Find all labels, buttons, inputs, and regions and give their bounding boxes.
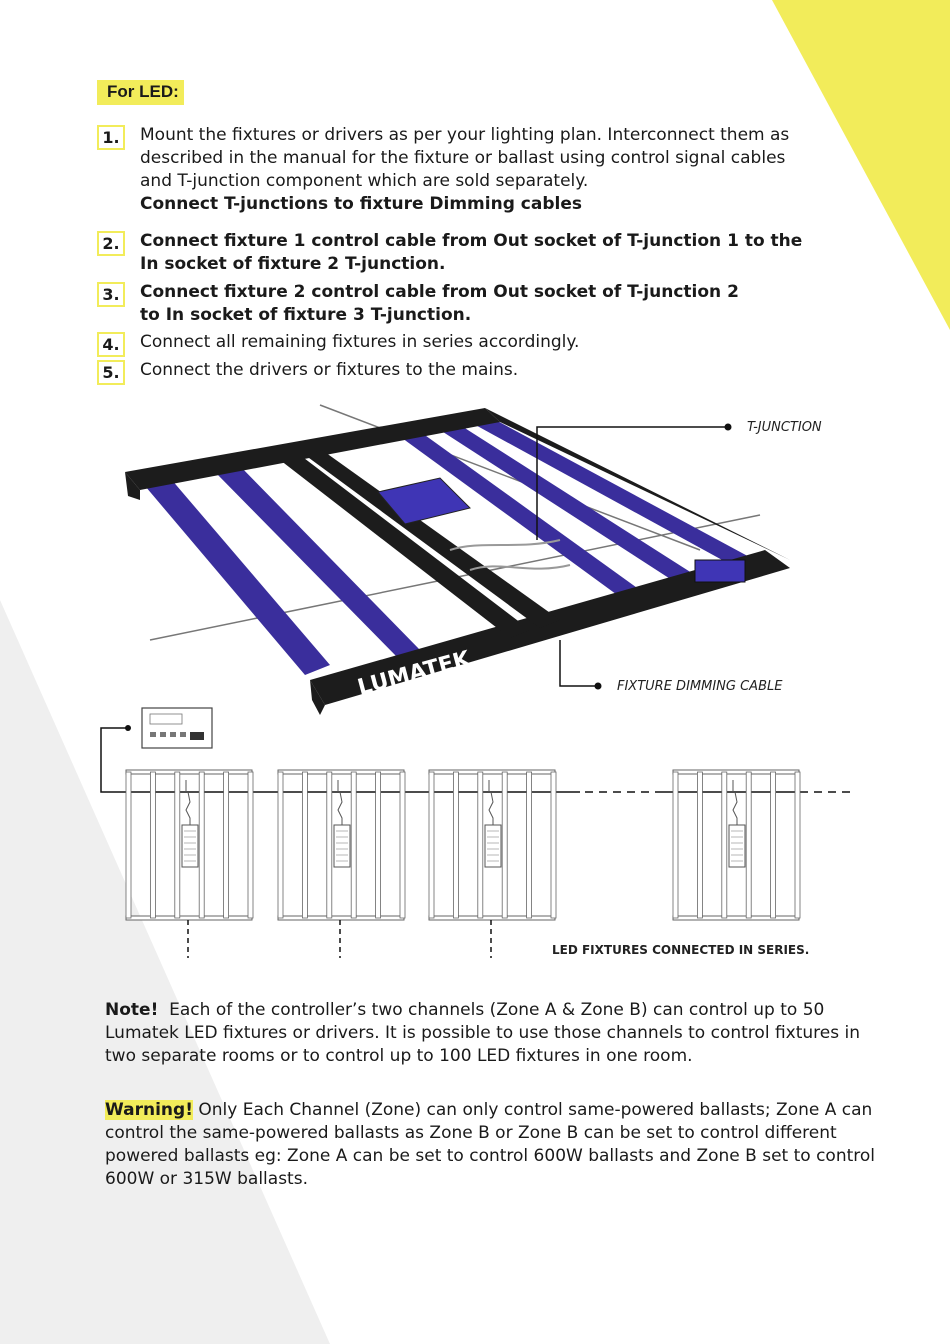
warning-text: Only Each Channel (Zone) can only control same-powered ballasts; Zone A can control the same-powered ballasts as Zone B or Zone B can be set to control different powered ballasts eg: Zone A can be set to control 600W ballasts and Zone B set to control 600W or 315W ballasts. [105, 1100, 875, 1189]
step-number: 5. [97, 360, 125, 385]
callout-dimming-cable: FIXTURE DIMMING CABLE [617, 679, 783, 694]
note-text: Each of the controller’s two channels (Zone A & Zone B) can control up to 50 Lumatek LED fixtures or drivers. It is possible to use those channels to control fixtures in two separate rooms or to control up to 100 LED fixtures in one room. [105, 1000, 860, 1066]
warning-label: Warning! [105, 1100, 193, 1120]
step-text: Connect fixture 2 control cable from Out socket of T-junction 2 to In socket of fixture 3 T-junction. [140, 282, 739, 325]
series-caption: LED FIXTURES CONNECTED IN SERIES. [552, 943, 810, 957]
step-text: Mount the fixtures or drivers as per your lighting plan. Interconnect them as described in the manual for the fixture or ballast using control signal cables and T-junction component which are sold separately. [140, 125, 790, 191]
callout-t-junction: T-JUNCTION [747, 420, 822, 435]
note-label: Note! [105, 1000, 159, 1020]
step-bold-text: Connect T-junctions to fixture Dimming cables [140, 194, 582, 214]
display-unit [695, 560, 745, 582]
fixture-illustration [0, 400, 950, 730]
warning-paragraph [105, 1099, 895, 1191]
step-number: 3. [97, 282, 125, 307]
step-text: Connect fixture 1 control cable from Out socket of T-junction 1 to the In socket of fixture 2 T-junction. [140, 231, 803, 274]
controller-device [142, 708, 212, 748]
step-number: 2. [97, 231, 125, 256]
section-heading: For LED: [97, 80, 184, 105]
note-paragraph [105, 999, 895, 1068]
step-text: Connect the drivers or fixtures to the mains. [140, 360, 519, 380]
step-number: 4. [97, 332, 125, 357]
yellow-corner-shape [772, 0, 950, 330]
step-number: 1. [97, 125, 125, 150]
brand-logo: LUMATEK [355, 646, 474, 701]
series-diagram [0, 700, 950, 965]
step-text: Connect all remaining fixtures in series accordingly. [140, 332, 580, 352]
